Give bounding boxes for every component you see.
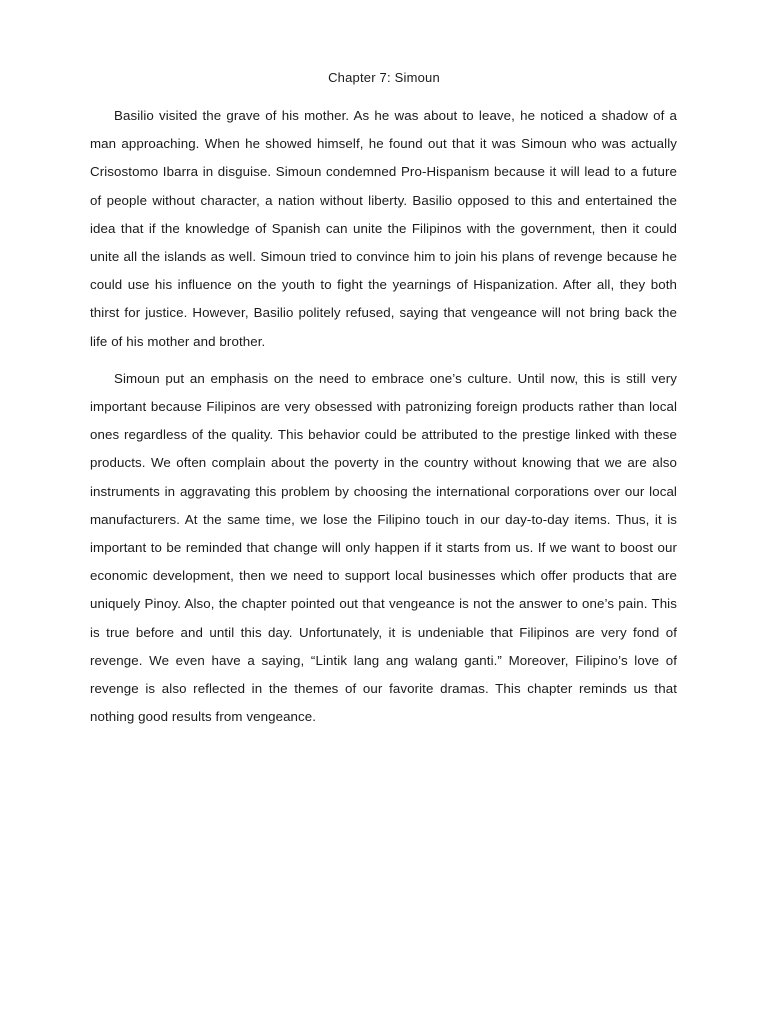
page-title: Chapter 7: Simoun [328,70,440,85]
paragraph-2: Simoun put an emphasis on the need to embrace one’s culture. Until now, this is still very important because Filipinos are very obsessed with patronizing foreign products rather than local ones regardless of the quality. This behavior could be attributed to the prestige linked with these products. We often complain about the poverty in the country without knowing that we are also instruments in aggravating this problem by choosing the international corporations over our local manufacturers. At the same time, we lose the Filipino touch in our day-to-day items. Thus, it is important to be reminded that change will only happen if it starts from us. If we want to boost our economic development, then we need to support local businesses which offer products that are uniquely Pinoy. Also, the chapter pointed out that vengeance is not the answer to one’s pain. This is true before and until this day. Unfortunately, it is undeniable that Filipinos are very fond of revenge. We even have a saying, “Lintik lang ang walang ganti.” Moreover, Filipino’s love of revenge is also reflected in the themes of our favorite dramas. This chapter reminds us that nothing good results from vengeance. [90,370,677,725]
paragraph-1: Basilio visited the grave of his mother. As he was about to leave, he noticed a shadow of a man approaching. When he showed himself, he found out that it was Simoun who was actually Crisostomo Ibarra in disguise. Simoun condemned Pro-Hispanism because it will lead to a future of people without character, a nation without liberty. Basilio opposed to this and entertained the idea that if the knowledge of Spanish can unite the Filipinos with the government, then it could unite all the islands as well. Simoun tried to convince him to join his plans of revenge because he could use his influence on the youth to fight the yearnings of Hispanization. After all, they both thirst for justice. However, Basilio politely refused, saying that vengeance will not bring back the life of his mother and brother. [90,108,677,349]
document-body [90,102,677,731]
